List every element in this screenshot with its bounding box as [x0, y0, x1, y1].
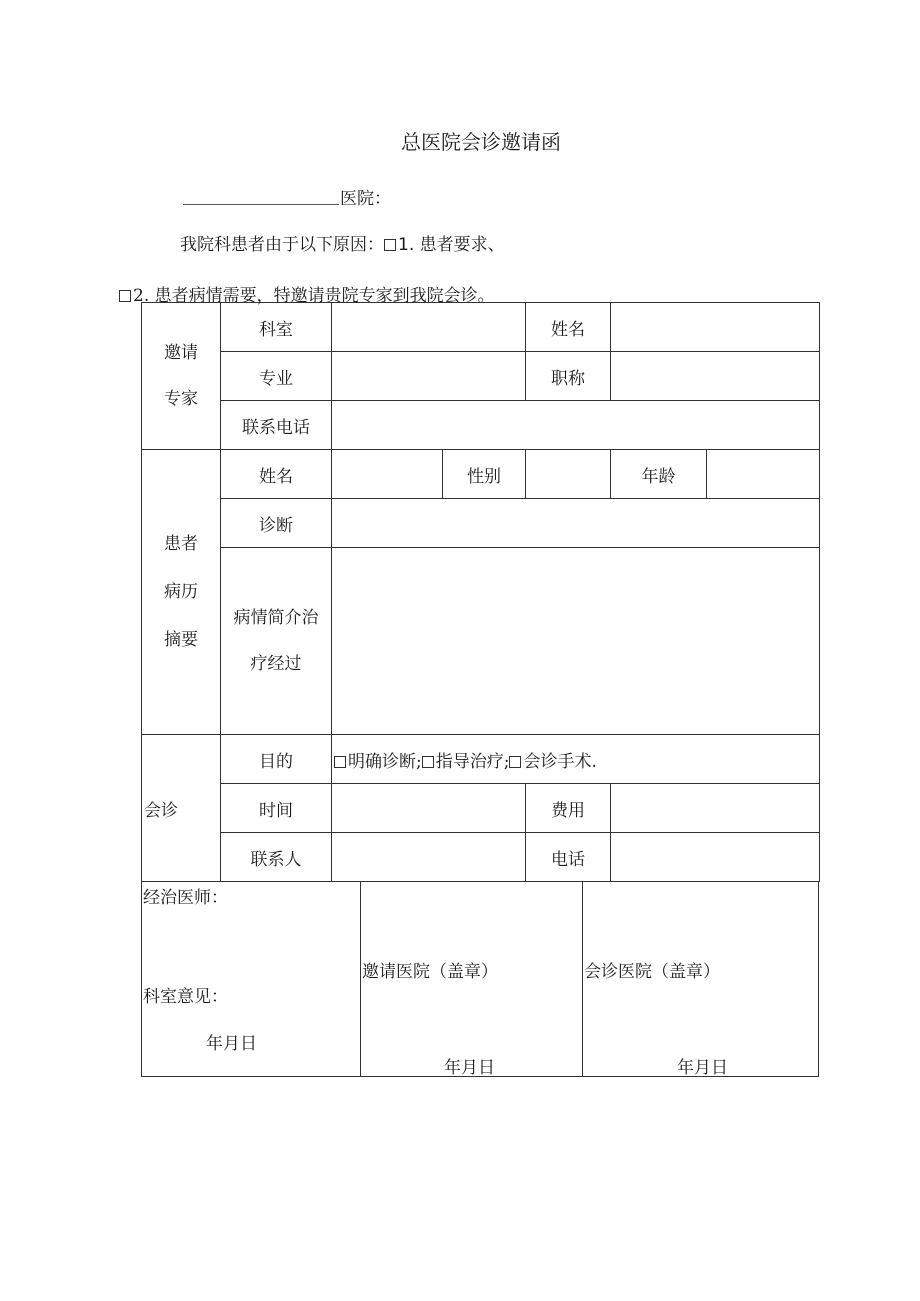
- expert-dept-field[interactable]: [332, 303, 526, 352]
- expert-phone-label: 联系电话: [221, 401, 332, 450]
- consult-contact-label: 联系人: [221, 833, 332, 882]
- patient-group-label: [142, 450, 221, 735]
- patient-history-line2: 疗经过: [250, 654, 302, 674]
- purpose-opt-surgery: 会诊手术.: [523, 751, 597, 772]
- consult-purpose-options: [332, 735, 820, 784]
- patient-name-label: 姓名: [221, 450, 332, 499]
- consult-purpose-label: 目的: [221, 735, 332, 784]
- patient-sex-label: 性别: [443, 450, 526, 499]
- patient-diagnosis-field[interactable]: [332, 499, 820, 548]
- consult-time-field[interactable]: [332, 784, 526, 833]
- patient-group-line3: 摘要: [164, 630, 198, 650]
- purpose-opt-treatment: 指导治疗;: [435, 751, 510, 772]
- page-title: 总医院会诊邀请函: [401, 130, 561, 154]
- patient-name-field[interactable]: [332, 450, 443, 499]
- consult-phone-field[interactable]: [611, 833, 820, 882]
- patient-history-field[interactable]: [332, 548, 820, 735]
- reason-2-text: 2. 患者病情需要，特邀请贵院专家到我院会诊。: [133, 286, 495, 306]
- patient-history-line1: 病情简介治: [233, 608, 319, 628]
- hospital-label: 医院：: [340, 189, 391, 209]
- purpose-opt-diagnosis: 明确诊断;: [348, 751, 422, 772]
- consult-fee-field[interactable]: [611, 784, 820, 833]
- consult-phone-label: 电话: [526, 833, 611, 882]
- checkbox-purpose-diagnosis[interactable]: [334, 756, 346, 768]
- consult-contact-field[interactable]: [332, 833, 526, 882]
- consult-hospital-seal: 会诊医院（盖章）: [584, 962, 720, 982]
- reason-1-text: 1. 患者要求、: [398, 235, 505, 255]
- consult-time-label: 时间: [221, 784, 332, 833]
- consult-group-label: 会诊: [142, 735, 221, 882]
- reason-intro: 我院科患者由于以下原因：: [180, 235, 384, 255]
- expert-name-field[interactable]: [611, 303, 820, 352]
- patient-age-field[interactable]: [707, 450, 820, 499]
- attending-doctor-label: 经治医师：: [143, 888, 228, 908]
- date-3: 年月日: [677, 1058, 728, 1078]
- patient-age-label: 年龄: [611, 450, 707, 499]
- checkbox-reason-1[interactable]: [384, 239, 396, 251]
- expert-dept-label: 科室: [221, 303, 332, 352]
- expert-title-label: 职称: [526, 352, 611, 401]
- patient-history-label: [221, 548, 332, 735]
- patient-sex-field[interactable]: [526, 450, 611, 499]
- patient-diagnosis-label: 诊断: [221, 499, 332, 548]
- checkbox-reason-2[interactable]: [119, 290, 131, 302]
- checkbox-purpose-surgery[interactable]: [509, 756, 521, 768]
- expert-group-label: [142, 303, 221, 450]
- signature-divider-2: [582, 881, 583, 1076]
- expert-name-label: 姓名: [526, 303, 611, 352]
- expert-major-field[interactable]: [332, 352, 526, 401]
- patient-group-line2: 病历: [164, 582, 198, 602]
- hospital-name-blank[interactable]: [183, 204, 339, 205]
- inviting-hospital-seal: 邀请医院（盖章）: [362, 962, 498, 982]
- expert-phone-field[interactable]: [332, 401, 820, 450]
- consult-fee-label: 费用: [526, 784, 611, 833]
- signature-divider-1: [360, 881, 361, 1076]
- expert-title-field[interactable]: [611, 352, 820, 401]
- expert-group-line2: 专家: [164, 389, 198, 409]
- checkbox-purpose-treatment[interactable]: [422, 756, 434, 768]
- expert-major-label: 专业: [221, 352, 332, 401]
- signature-section: [141, 881, 819, 1077]
- expert-group-line1: 邀请: [164, 343, 198, 363]
- date-2: 年月日: [444, 1058, 495, 1078]
- reason-paragraph: [180, 230, 505, 255]
- dept-opinion-label: 科室意见：: [143, 987, 228, 1007]
- patient-group-line1: 患者: [164, 534, 198, 554]
- date-1: 年月日: [206, 1034, 257, 1054]
- consultation-form-table: [141, 302, 820, 882]
